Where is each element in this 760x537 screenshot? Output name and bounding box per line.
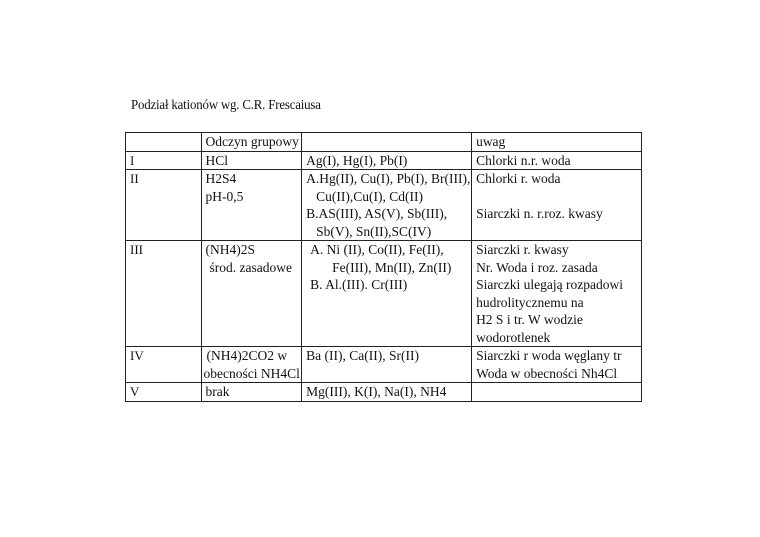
table-header-row <box>126 133 642 152</box>
notes-line <box>476 188 637 206</box>
reagent-line: HCl <box>205 152 229 168</box>
notes-cell <box>472 383 642 402</box>
cations-line: Ba (II), Ca(II), Sr(II) <box>306 348 419 363</box>
notes-line: Siarczki r. kwasy <box>476 242 569 257</box>
notes-line <box>476 383 637 401</box>
reagent-cell <box>201 347 302 383</box>
reagent-line: środ. zasadowe <box>209 259 292 275</box>
header-notes-cell: uwag <box>472 133 642 152</box>
header-cations-cell <box>302 133 472 152</box>
reagent-cell <box>201 241 302 347</box>
cations-line: Cu(II),Cu(I), Cd(II) <box>316 188 424 204</box>
notes-cell <box>472 347 642 383</box>
group-number-cell: I <box>126 151 202 170</box>
group-number-cell: V <box>126 383 202 402</box>
group-number-cell: II <box>126 170 202 241</box>
cation-division-table <box>125 132 642 402</box>
table-row <box>126 347 642 383</box>
table-row <box>126 170 642 241</box>
reagent-line: H2S4 <box>205 171 237 186</box>
cations-line: Sb(V), Sn(II),SC(IV) <box>316 223 432 239</box>
cations-line: Fe(III), Mn(II), Zn(II) <box>332 259 452 275</box>
notes-cell <box>472 241 642 347</box>
reagent-line: obecności NH4Cl <box>203 365 300 381</box>
reagent-line: (NH4)2CO2 w <box>206 348 288 363</box>
reagent-cell <box>201 151 302 170</box>
cations-cell <box>302 347 472 383</box>
notes-line: Siarczki r woda węglany tr <box>476 348 622 363</box>
table-row <box>126 383 642 402</box>
reagent-cell <box>201 170 302 241</box>
cations-cell <box>302 383 472 402</box>
header-reagent-cell: Odczyn grupowy <box>201 133 302 152</box>
notes-line: Nr. Woda i roz. zasada <box>476 259 598 275</box>
group-number-cell: IV <box>126 347 202 383</box>
cations-line: B. Al.(III). Cr(III) <box>310 277 408 292</box>
notes-line: hudrolitycznemu na <box>476 294 584 310</box>
reagent-line: pH-0,5 <box>205 188 244 204</box>
group-number-cell: III <box>126 241 202 347</box>
table-row <box>126 151 642 170</box>
cations-cell <box>302 170 472 241</box>
cations-cell <box>302 151 472 170</box>
cations-line: B.AS(III), AS(V), Sb(III), <box>306 206 448 221</box>
header-group-cell <box>126 133 202 152</box>
notes-cell <box>472 151 642 170</box>
cations-line: Mg(III), K(I), Na(I), NH4 <box>306 384 447 399</box>
reagent-line: brak <box>205 384 230 399</box>
reagent-cell <box>201 383 302 402</box>
table-row <box>126 241 642 347</box>
cations-line: Ag(I), Hg(I), Pb(I) <box>306 152 408 168</box>
cations-line: A. Ni (II), Co(II), Fe(II), <box>310 242 444 257</box>
notes-line: Siarczki ulegają rozpadowi <box>476 277 624 292</box>
notes-line: Chlorki n.r. woda <box>476 152 571 168</box>
notes-line: Woda w obecności Nh4Cl <box>476 365 618 381</box>
cations-line: A.Hg(II), Cu(I), Pb(I), Br(III), <box>306 171 471 186</box>
cations-cell <box>302 241 472 347</box>
reagent-line: (NH4)2S <box>205 242 255 257</box>
document-title: Podział kationów wg. C.R. Frescaiusa <box>131 98 321 113</box>
notes-line: Chlorki r. woda <box>476 171 561 186</box>
notes-line: wodorotlenek <box>476 329 551 345</box>
notes-cell <box>472 170 642 241</box>
notes-line: Siarczki n. r.roz. kwasy <box>476 206 603 221</box>
notes-line: H2 S i tr. W wodzie <box>476 312 583 327</box>
